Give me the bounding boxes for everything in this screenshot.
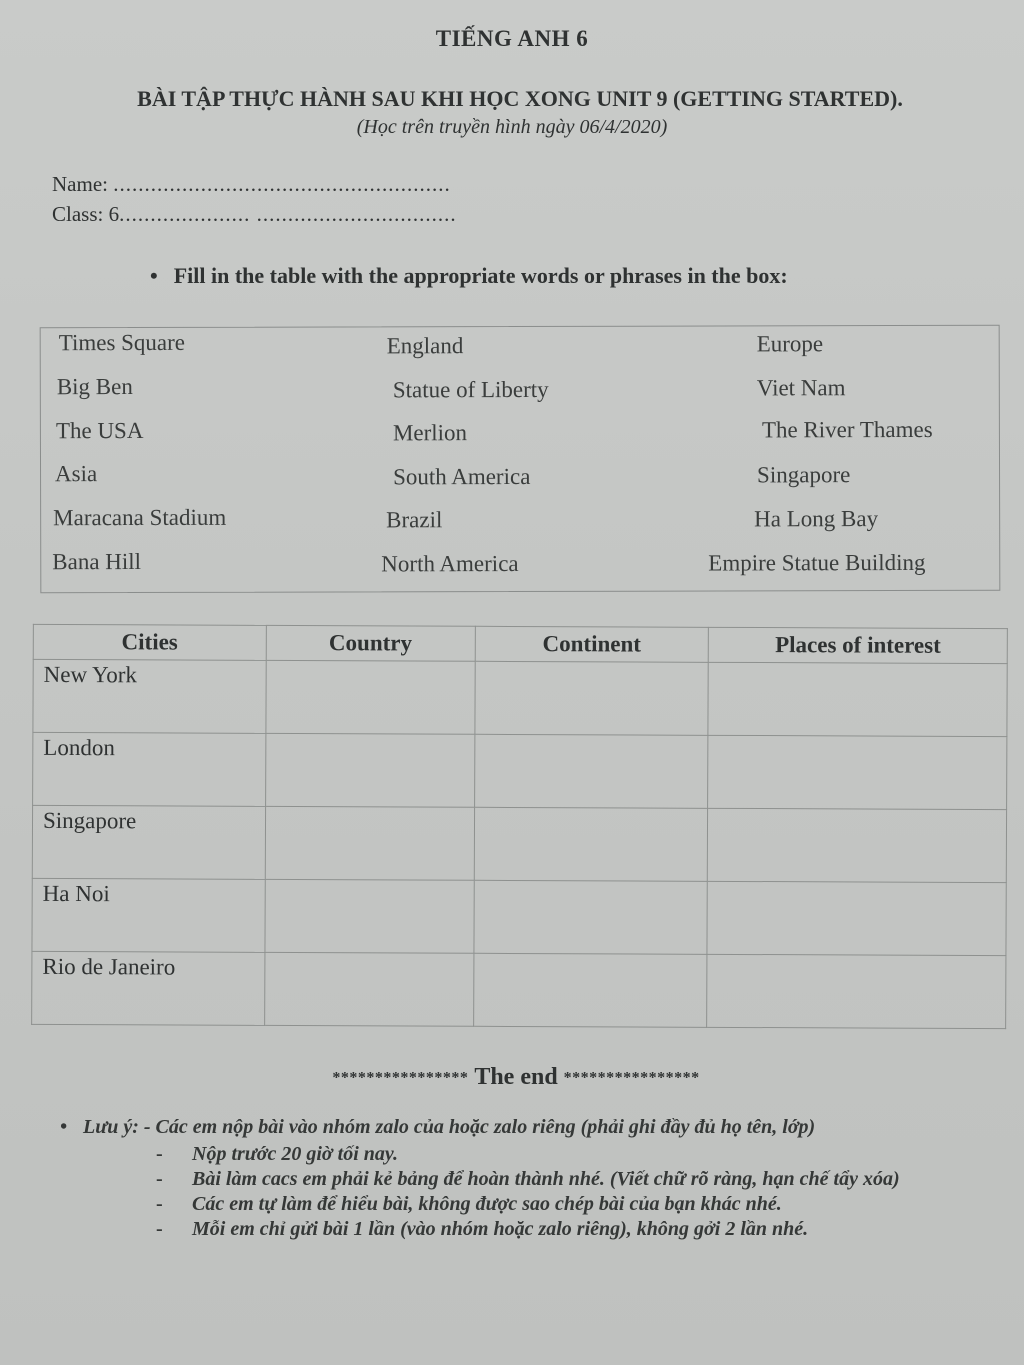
places-of-interest-cell	[707, 954, 1006, 1028]
country-cell	[265, 733, 474, 807]
continent-cell	[474, 880, 708, 954]
name-field	[52, 172, 451, 197]
exercise-subheading: (Học trên truyền hình ngày 06/4/2020)	[356, 116, 668, 138]
continent-cell	[474, 661, 708, 735]
country-cell	[266, 660, 475, 734]
note-item	[156, 1143, 1020, 1166]
word-box-item: Merlion	[392, 420, 468, 446]
country-cell	[264, 952, 473, 1026]
word-box-item: Brazil	[386, 507, 443, 533]
table-row	[32, 805, 1006, 882]
note-main-text: Lưu ý: - Các em nộp bài vào nhóm zalo của hoặc zalo riêng (phải ghi đầy đủ họ tên, lớp)	[83, 1116, 816, 1138]
word-box-item: Europe	[756, 331, 824, 357]
word-box-item: Asia	[55, 461, 98, 487]
end-marker	[0, 1064, 1024, 1091]
dash-icon: -	[156, 1218, 163, 1240]
class-label: Class: 6	[52, 202, 120, 226]
column-header-places-of-interest: Places of interest	[709, 627, 1008, 663]
column-header-cities: Cities	[33, 624, 266, 660]
stars-right: ****************	[563, 1069, 700, 1087]
instruction	[150, 263, 788, 289]
class-blank: ..................... ................................	[119, 202, 457, 226]
table-row	[32, 951, 1006, 1028]
word-box-item: Empire Statue Building	[708, 549, 926, 576]
answer-table	[31, 624, 1008, 1029]
name-blank: ......................................................	[113, 172, 451, 196]
name-label: Name:	[52, 172, 108, 196]
page-title: TIẾNG ANH 6	[435, 26, 589, 51]
dash-icon: -	[156, 1168, 163, 1190]
column-header-country: Country	[266, 625, 475, 661]
word-box-item: Ha Long Bay	[754, 506, 879, 532]
word-box-item: England	[386, 333, 464, 359]
city-cell: London	[33, 732, 266, 806]
notes-section	[60, 1116, 1020, 1243]
continent-cell	[474, 734, 708, 808]
word-box-item: Big Ben	[56, 374, 133, 400]
word-box-item: Bana Hill	[52, 548, 142, 575]
bullet-icon: •	[60, 1116, 68, 1138]
note-item	[156, 1218, 1020, 1241]
city-cell: Singapore	[32, 805, 265, 879]
word-box-item: Times Square	[58, 329, 186, 356]
table-row	[33, 732, 1007, 809]
instruction-text: Fill in the table with the appropriate words or phrases in the box:	[173, 263, 788, 288]
note-item-text: Nộp trước 20 giờ tối nay.	[192, 1143, 399, 1165]
word-box-item: The River Thames	[761, 416, 933, 443]
word-box-item: Maracana Stadium	[53, 504, 227, 531]
exercise-heading: BÀI TẬP THỰC HÀNH SAU KHI HỌC XONG UNIT 9 (GETTING STARTED).	[137, 86, 903, 111]
bullet-icon: •	[150, 263, 158, 288]
note-item	[156, 1168, 1020, 1191]
word-box	[40, 325, 1001, 594]
note-item-text: Mỗi em chỉ gửi bài 1 lần (vào nhóm hoặc zalo riêng), không gởi 2 lần nhé.	[192, 1218, 809, 1240]
country-cell	[265, 806, 474, 880]
city-cell: New York	[33, 659, 266, 733]
word-box-item: North America	[381, 551, 519, 577]
word-box-item: The USA	[55, 417, 144, 444]
places-of-interest-cell	[708, 735, 1007, 809]
word-box-item: South America	[393, 463, 531, 490]
dash-icon: -	[156, 1193, 163, 1215]
table-row	[32, 878, 1006, 955]
column-header-continent: Continent	[475, 626, 709, 662]
word-box-item: Statue of Liberty	[392, 376, 549, 403]
note-item-text: Bài làm cacs em phải kẻ bảng để hoàn thành nhé. (Viết chữ rõ ràng, hạn chế tẩy xóa)	[192, 1168, 900, 1190]
word-box-item: Viet Nam	[756, 375, 846, 401]
places-of-interest-cell	[708, 808, 1007, 882]
city-cell: Ha Noi	[32, 878, 265, 952]
table-row	[33, 659, 1007, 736]
class-field	[52, 202, 457, 227]
continent-cell	[473, 953, 707, 1027]
stars-left: ****************	[332, 1069, 469, 1087]
dash-icon: -	[156, 1143, 163, 1165]
places-of-interest-cell	[707, 881, 1006, 955]
note-item-text: Các em tự làm để hiểu bài, không được sao chép bài của bạn khác nhé.	[192, 1193, 782, 1215]
end-label: The end	[474, 1064, 558, 1090]
city-cell: Rio de Janeiro	[32, 951, 265, 1025]
continent-cell	[474, 807, 708, 881]
table-header-row	[33, 624, 1007, 663]
note-item	[156, 1193, 1020, 1216]
word-box-item: Singapore	[757, 462, 851, 488]
places-of-interest-cell	[708, 662, 1007, 736]
country-cell	[265, 879, 474, 953]
note-main	[60, 1116, 1020, 1139]
